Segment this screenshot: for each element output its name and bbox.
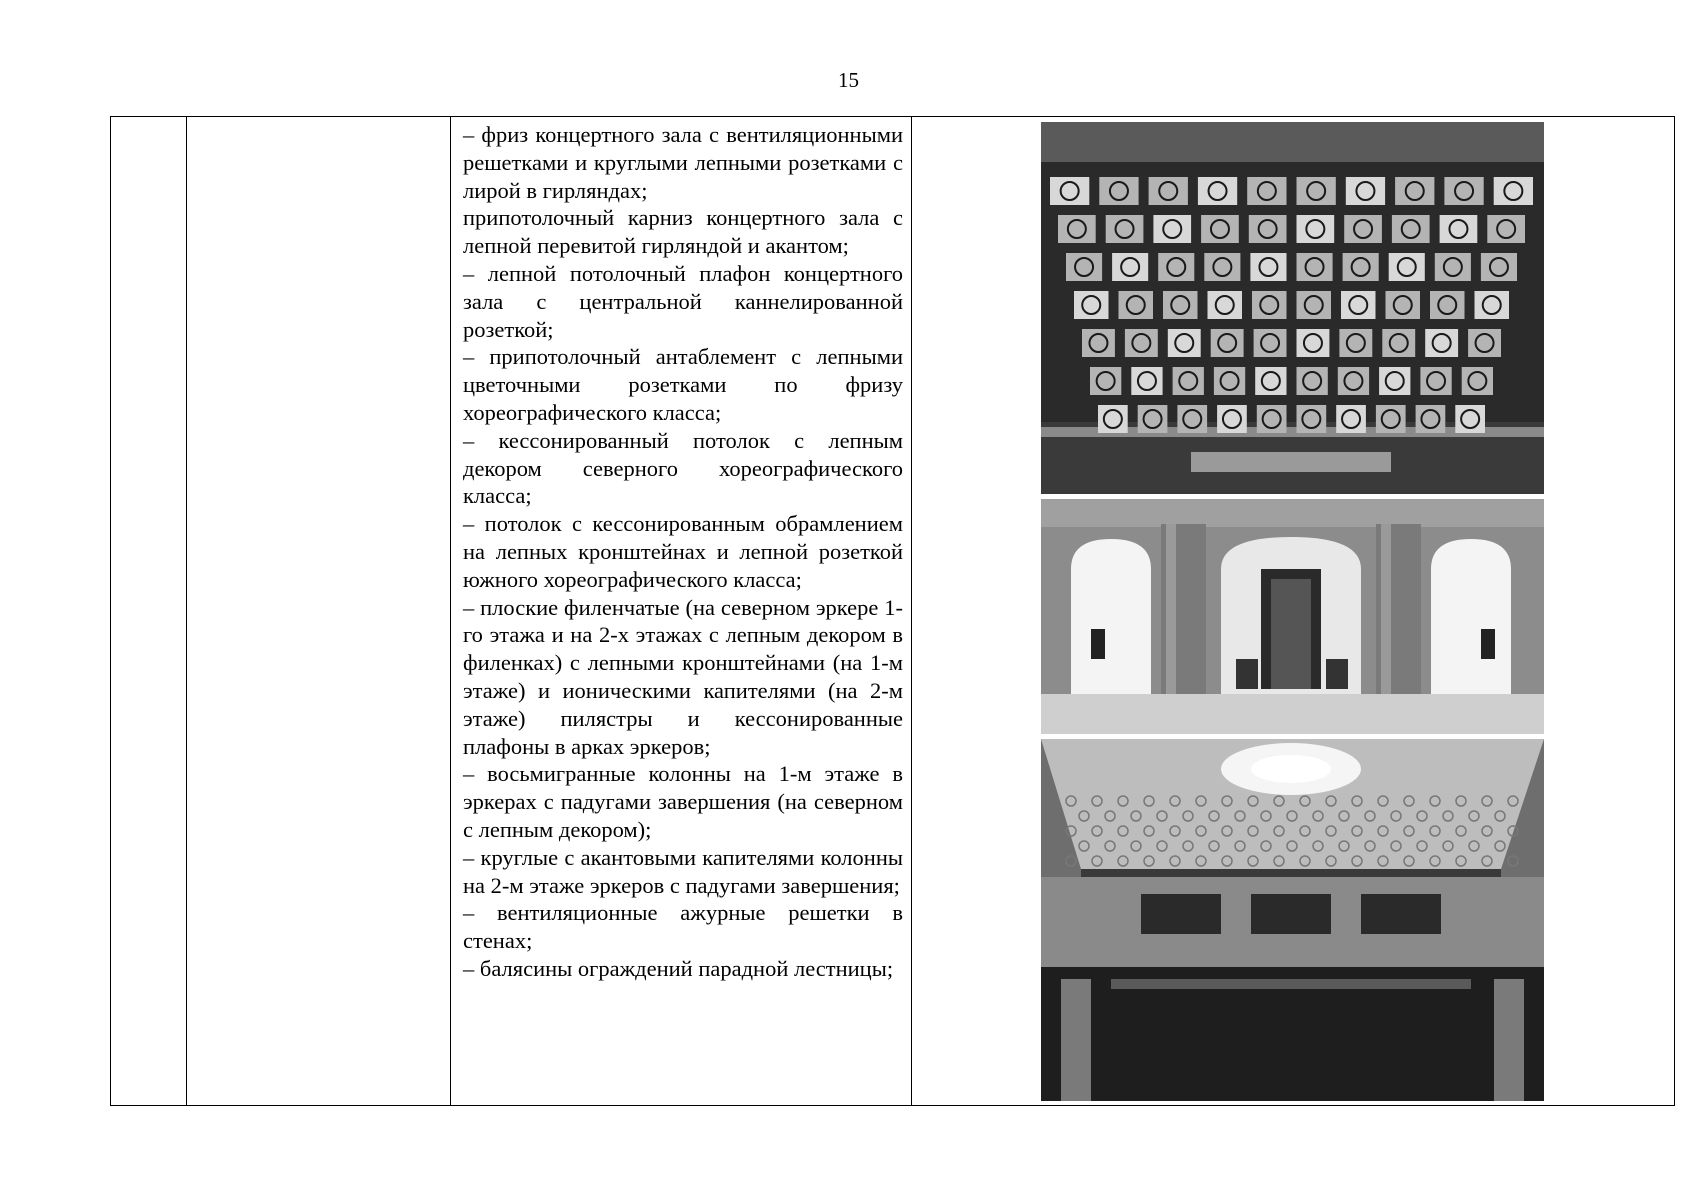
coffered-ceiling-photo (1041, 122, 1544, 494)
list-item: – кессонированный потолок с лепным декором северного хореографического класса; (463, 427, 903, 509)
column-divider-3 (911, 117, 912, 1105)
list-item: – фриз концертного зала с вентиляционными решетками и круглыми лепными розетками с лирой в гирляндах; (463, 122, 903, 203)
page-number: 15 (838, 68, 859, 92)
list-item: – восьмигранные колонны на 1-м этаже в эркерах с падугами завершения (на северном с лепным декором); (463, 761, 903, 842)
list-item: – лепной потолочный плафон концертного зала с центральной каннелированной розеткой; (463, 260, 903, 342)
list-item: – припотолочный антаблемент с лепными цветочными розетками по фризу хореографического класса; (463, 344, 903, 425)
description-cell (463, 121, 903, 983)
photo-column (1041, 122, 1544, 1101)
column-divider-2 (450, 117, 451, 1105)
heritage-table (110, 116, 1675, 1106)
list-item: припотолочный карниз концертного зала с лепной перевитой гирляндой и акантом; (463, 205, 903, 259)
list-item: – вентиляционные ажурные решетки в стенах; (463, 900, 903, 954)
list-item: – потолок с кессонированным обрамлением на лепных кронштейнах и лепной розеткой южного хореографического класса; (463, 511, 903, 592)
arched-hall-photo (1041, 499, 1544, 734)
column-divider-1 (186, 117, 187, 1105)
list-item: – балясины ограждений парадной лестницы; (463, 955, 894, 981)
list-item: – плоские филенчатые (на северном эркере 1-го этажа и на 2-х этажах с лепным декором в филенках) с лепными кронштейнами (на 1-м этаже) и ионическими капителями (на 2-м этаже) пилястры и кессонированные плафоны в арках эркеров; (463, 594, 903, 759)
list-item: – круглые с акантовыми капителями колонны на 2-м этаже эркеров с падугами завершения; (463, 844, 903, 898)
concert-hall-photo (1041, 739, 1544, 1101)
